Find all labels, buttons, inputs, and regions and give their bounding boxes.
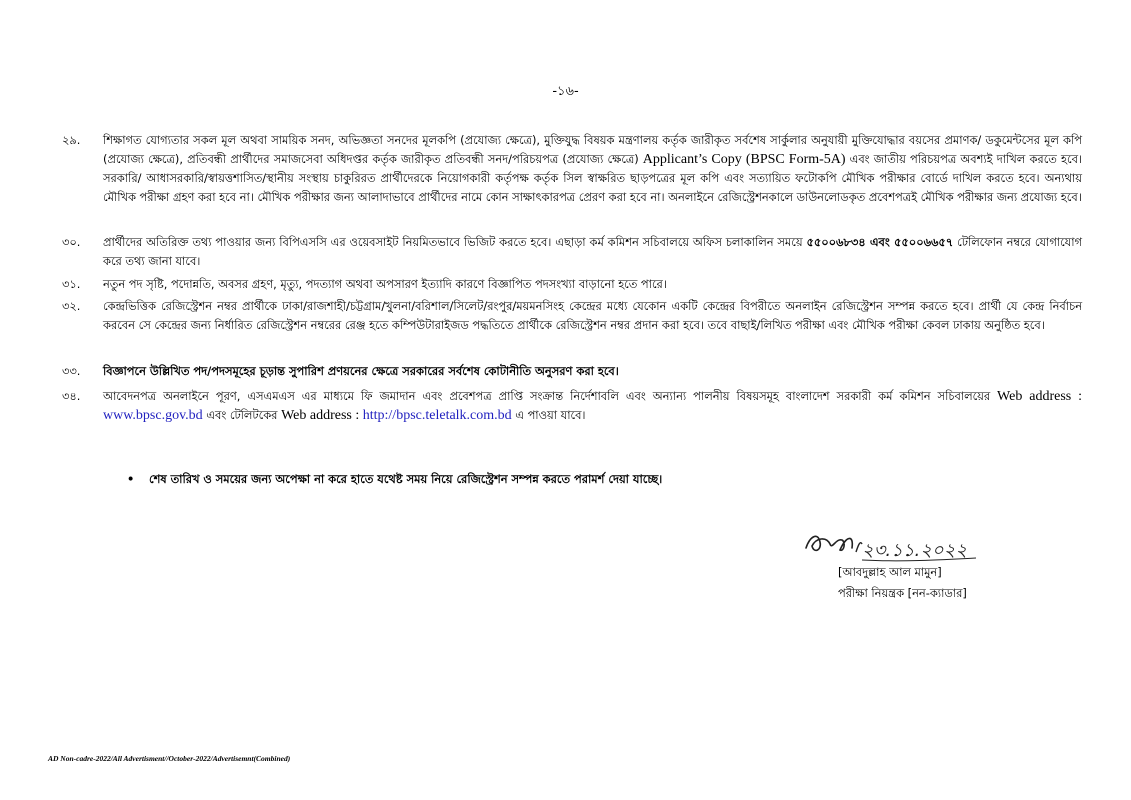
list-item: [62, 362, 1082, 381]
item-number: ৩৪.: [62, 389, 81, 403]
list-item: [62, 131, 1082, 207]
item-text: কেন্দ্রভিত্তিক রেজিস্ট্রেশন নম্বর প্রার্থীকে ঢাকা/রাজশাহী/চট্টগ্রাম/খুলনা/বরিশাল/সিলেট/রংপুর/ময়মনসিংহ কেন্দ্রের মধ্যে যেকোন একটি কেন্দ্রের বিপরীতে অনলাইন রেজিস্ট্রেশন সম্পন্ন করতে হবে। প্রার্থী যে কেন্দ্র নির্বাচন করবেন সে কেন্দ্রের জন্য নির্ধারিত রেজিস্ট্রেশন নম্বরের রেঞ্জ হতে কম্পিউটারাইজড পদ্ধতিতে প্রার্থীকে রেজিস্ট্রেশন নম্বর প্রদান করা হবে। তবে বাছাই/লিখিত পরীক্ষা এবং মৌখিক পরীক্ষা কেবল ঢাকায় অনুষ্ঠিত হবে।: [103, 299, 1082, 332]
bullet-icon: •: [127, 472, 135, 486]
phone-numbers: ৫৫০০৬৮৩৪ এবং ৫৫০০৬৬৫৭: [806, 235, 954, 249]
item-text: প্রার্থীদের অতিরিক্ত তথ্য পাওয়ার জন্য বিপিএসসি এর ওয়েবসাইট নিয়মিতভাবে ভিজিট করতে হবে। এছাড়া কর্ম কমিশন সচিবালয়ে অফিস চলাকালিন সময়ে ৫৫০০৬৮৩৪ এবং ৫৫০০৬৬৫৭ টেলিফোন নম্বরে যোগাযোগ করে তথ্য জানা যাবে।: [103, 235, 1082, 268]
item-number: ৩৩.: [62, 364, 81, 378]
handwritten-signature: [800, 518, 980, 568]
list-item: [62, 233, 1082, 271]
signatory-title: পরীক্ষা নিয়ন্ত্রক [নন-ক্যাডার]: [838, 586, 967, 600]
item-text: নতুন পদ সৃষ্টি, পদোন্নতি, অবসর গ্রহণ, মৃত্যু, পদত্যাগ অথবা অপসারণ ইত্যাদি কারণে বিজ্ঞাপিত পদসংখ্যা বাড়ানো হতে পারে।: [103, 277, 667, 291]
form-reference: Applicant’s Copy (BPSC Form-5A): [638, 152, 850, 167]
bpsc-website-link[interactable]: www.bpsc.gov.bd: [103, 408, 203, 423]
item-text: শিক্ষাগত যোগ্যতার সকল মূল অথবা সাময়িক সনদ, অভিজ্ঞতা সনদের মূলকপি (প্রযোজ্য ক্ষেত্রে), মুক্তিযুদ্ধ বিষয়ক মন্ত্রণালয় কর্তৃক জারীকৃত সর্বশেষ সার্কুলার অনুযায়ী মুক্তিযোদ্ধার বয়সের প্রমাণক/ ডকুমেন্টসের মূল কপি (প্রযোজ্য ক্ষেত্রে), প্রতিবন্ধী প্রার্থীদের সমাজসেবা অধিদপ্তর কর্তৃক জারীকৃত প্রতিবন্ধী সনদ/পরিচয়পত্র (প্রযোজ্য ক্ষেত্রে) Applicant’s Copy (BPSC Form-5A) এবং জাতীয় পরিচয়পত্র অবশ্যই দাখিল করতে হবে। সরকারি/ আধাসরকারি/স্বায়ত্তশাসিত/স্থানীয় সংস্থায় চাকুরিরত প্রার্থীদেরকে নিয়োগকারী কর্তৃপক্ষ কর্তৃক সিল স্বাক্ষরিত ছাড়পত্রের মূল কপি এবং সত্যায়িত ফটোকপি মৌখিক পরীক্ষার বোর্ডে দাখিল করতে হবে। অন্যথায় মৌখিক পরীক্ষা গ্রহণ করা হবে না। মৌখিক পরীক্ষার জন্য আলাদাভাবে প্রার্থীদের নামে কোন সাক্ষাৎকারপত্র প্রেরণ করা হবে না। অনলাইনে রেজিস্ট্রেশনকালে ডাউনলোডকৃত প্রবেশপত্রই মৌখিক পরীক্ষার জন্য প্রযোজ্য হবে।: [103, 133, 1082, 204]
list-item: [62, 275, 1082, 294]
item-text: বিজ্ঞাপনে উল্লিখিত পদ/পদসমূহের চূড়ান্ত সুপারিশ প্রণয়নের ক্ষেত্রে সরকারের সর্বশেষ কোটানীতি অনুসরণ করা হবে।: [103, 364, 619, 378]
list-item: [62, 387, 1082, 425]
item-number: ৩০.: [62, 235, 81, 249]
footer-path: AD Non-cadre-2022/All Advertisment//October-2022/Advertisemnt(Combined): [48, 754, 291, 763]
item-number: ৩১.: [62, 277, 81, 291]
list-item: [62, 297, 1082, 335]
item-number: ৩২.: [62, 299, 81, 313]
advice-text: শেষ তারিখ ও সময়ের জন্য অপেক্ষা না করে হাতে যথেষ্ট সময় নিয়ে রেজিস্ট্রেশন সম্পন্ন করতে পরামর্শ দেয়া যাচ্ছে।: [149, 472, 663, 486]
item-text: আবেদনপত্র অনলাইনে পূরণ, এসএমএস এর মাধ্যমে ফি জমাদান এবং প্রবেশপত্র প্রাপ্তি সংক্রান্ত নির্দেশাবলি এবং অন্যান্য পালনীয় বিষয়সমূহ বাংলাদেশ সরকারী কর্ম কমিশন সচিবালয়ের Web address : www.bpsc.gov.bd এবং টেলিটকের Web address : http://bpsc.teletalk.com.bd এ পাওয়া যাবে।: [103, 389, 1082, 423]
advice-note: [127, 471, 662, 490]
signatory-name: [আবদুল্লাহ আল মামুন]: [838, 565, 942, 579]
page-number: -১৬-: [552, 84, 579, 99]
item-number: ২৯.: [62, 133, 81, 147]
handwritten-date: ২৩.১১.২০২২: [862, 540, 968, 561]
teletalk-website-link[interactable]: http://bpsc.teletalk.com.bd: [362, 408, 512, 423]
